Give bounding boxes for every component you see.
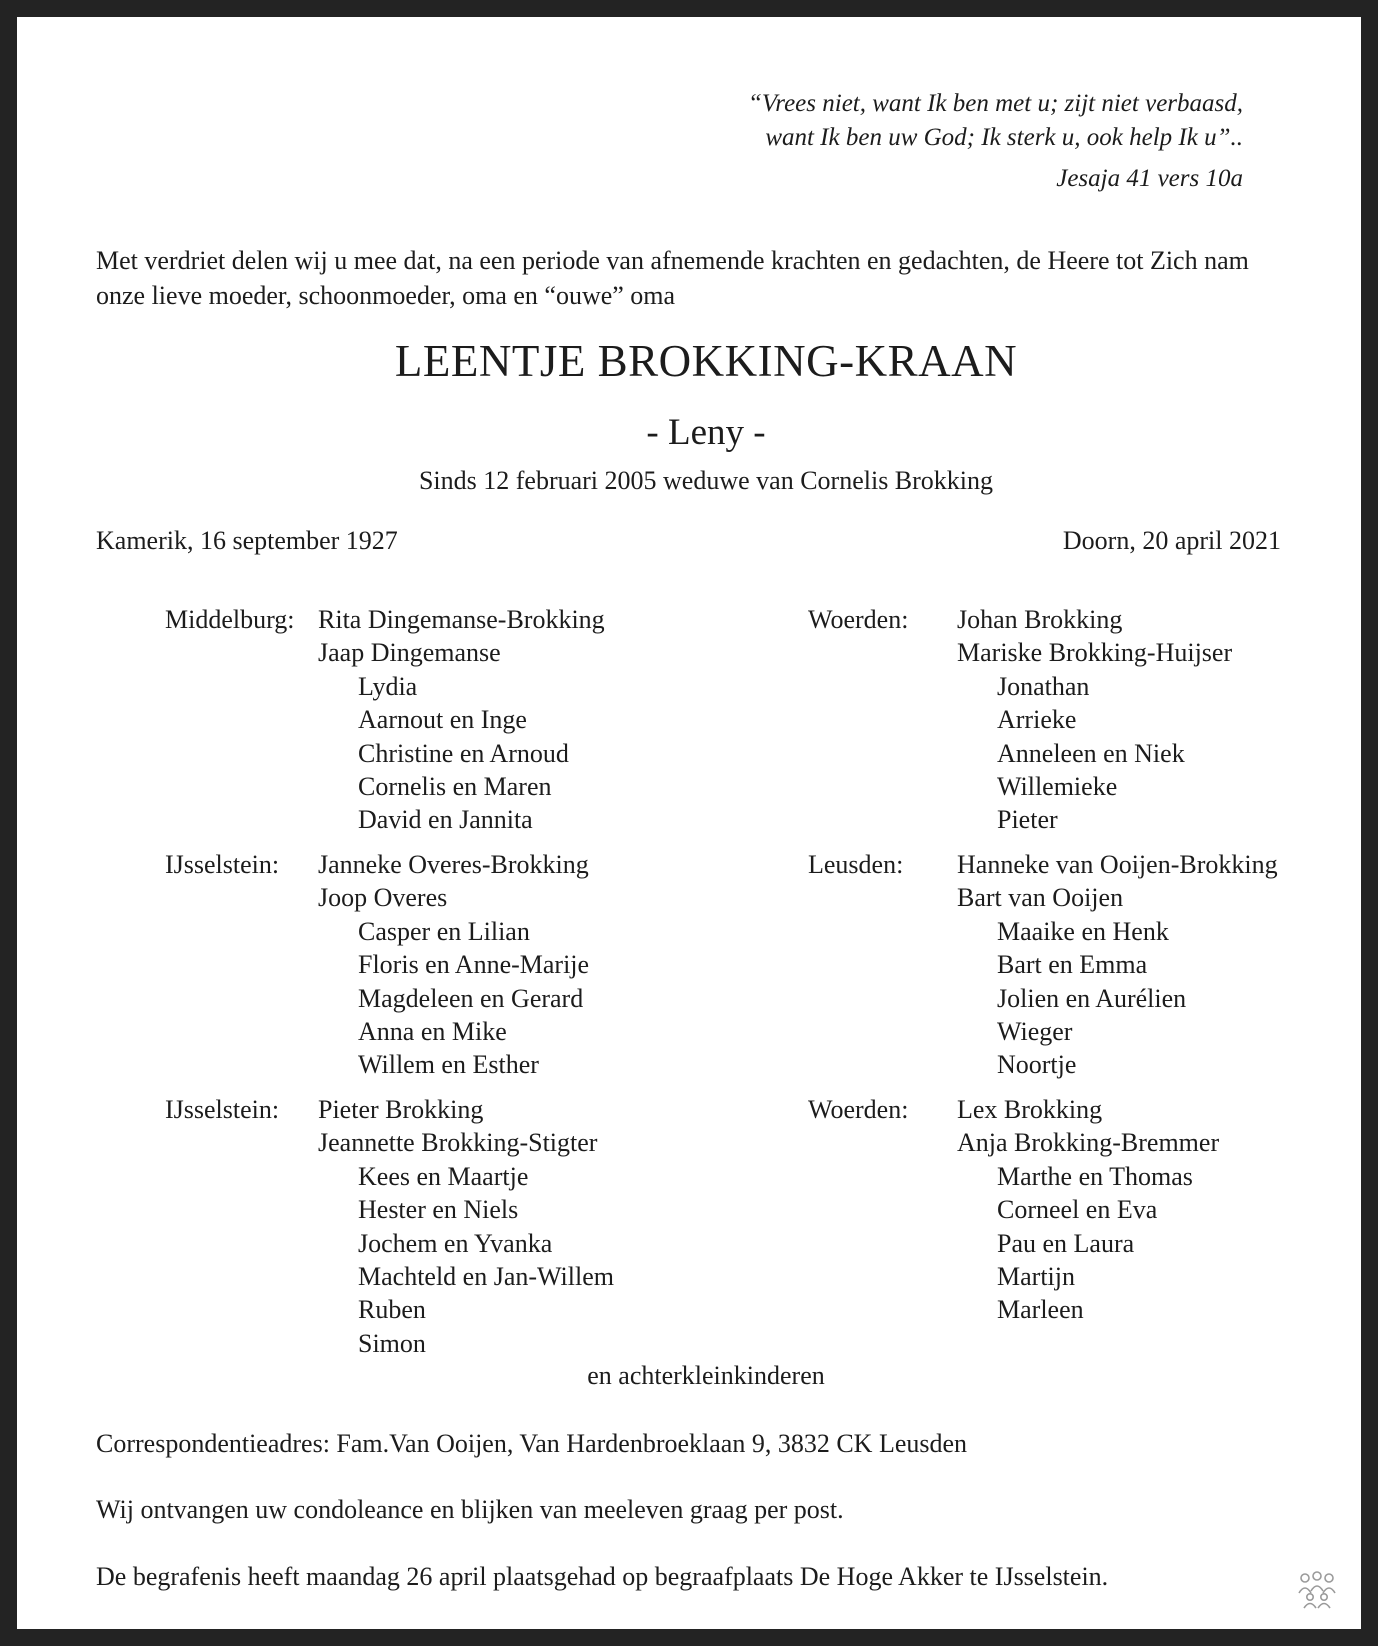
parent-name: Bart van Ooijen [957,883,1124,913]
grandchild-name: Machteld en Jan-Willem [358,1261,614,1291]
bible-quote [748,87,1243,155]
intro-line-2: onze lieve moeder, schoonmoeder, oma en “ouwe” oma [96,281,676,310]
parent-name: Anja Brokking-Bremmer [957,1128,1220,1158]
grandchild-name: David en Jannita [358,805,533,835]
family-names [957,603,1232,837]
great-grandchildren-line: en achterkleinkinderen [587,1361,825,1390]
grandchild-name: Simon [358,1328,426,1358]
intro-text [96,243,1249,313]
grandchild-name: Cornelis en Maren [358,771,552,801]
parent-name: Joop Overes [318,883,448,913]
grandchild-name: Aarnout en Inge [358,705,527,735]
family-place: Leusden: [808,850,904,879]
grandchild-name: Ruben [358,1295,426,1325]
grandchild-name: Christine en Arnoud [358,738,569,768]
parent-name: Lex Brokking [957,1095,1103,1124]
deceased-nickname: - Leny - [646,412,766,453]
grandchild-name: Bart en Emma [997,950,1148,980]
family-names [318,848,589,1082]
family-place: Woerden: [808,1095,909,1124]
grandchild-name: Anna en Mike [358,1016,507,1046]
grandchild-name: Floris en Anne-Marije [358,950,590,980]
family-people-icon [1297,1571,1337,1609]
family-names [318,1093,614,1360]
grandchild-name: Hester en Niels [358,1195,519,1225]
parent-name: Mariske Brokking-Huijser [957,638,1233,668]
grandchild-name: Magdeleen en Gerard [358,983,584,1013]
parent-name: Johan Brokking [957,605,1123,634]
grandchild-name: Marleen [997,1295,1084,1325]
grandchild-name: Anneleen en Niek [997,738,1185,768]
condolence-note: Wij ontvangen uw condoleance en blijken van meeleven graag per post. [96,1495,844,1524]
deceased-name: LEENTJE BROKKING-KRAAN [394,336,1018,386]
grandchild-name: Martijn [997,1261,1075,1291]
widow-line: Sinds 12 februari 2005 weduwe van Cornelis Brokking [418,466,994,495]
grandchild-name: Corneel en Eva [997,1195,1158,1225]
grandchild-name: Marthe en Thomas [997,1161,1193,1191]
family-names [318,603,605,837]
quote-line-2: want Ik ben uw God; Ik sterk u, ook help Ik u”.. [765,124,1243,151]
grandchild-name: Jochem en Yvanka [358,1228,553,1258]
grandchild-name: Willem en Esther [358,1050,539,1080]
grandchild-name: Kees en Maartje [358,1161,529,1191]
parent-name: Jeannette Brokking-Stigter [318,1128,598,1158]
grandchild-name: Noortje [997,1050,1077,1080]
grandchild-name: Pau en Laura [997,1228,1135,1258]
grandchild-name: Arrieke [997,705,1077,735]
correspondence-address: Correspondentieadres: Fam.Van Ooijen, Van Hardenbroeklaan 9, 3832 CK Leusden [96,1429,968,1458]
parent-name: Pieter Brokking [318,1095,484,1124]
grandchild-name: Casper en Lilian [358,916,530,946]
funeral-note: De begrafenis heeft maandag 26 april plaatsgehad op begraafplaats De Hoge Akker te IJsselstein. [96,1562,1109,1591]
parent-name: Janneke Overes-Brokking [318,850,589,879]
parent-name: Rita Dingemanse-Brokking [318,605,605,634]
grandchild-name: Jonathan [997,671,1090,701]
quote-source: Jesaja 41 vers 10a [1056,165,1243,192]
parent-name: Jaap Dingemanse [318,638,501,668]
family-place: IJsselstein: [165,850,280,879]
intro-line-1: Met verdriet delen wij u mee dat, na een periode van afnemende krachten en gedachten, de Heere tot Zich nam [96,246,1249,275]
grandchild-name: Maaike en Henk [997,916,1169,946]
quote-line-1: “Vrees niet, want Ik ben met u; zijt niet verbaasd, [747,90,1243,117]
grandchild-name: Wieger [997,1016,1073,1046]
grandchild-name: Lydia [358,671,418,701]
grandchild-name: Jolien en Aurélien [997,983,1187,1013]
grandchild-name: Pieter [997,805,1058,835]
grandchild-name: Willemieke [997,771,1118,801]
family-place: Middelburg: [165,605,295,634]
family-names [957,848,1278,1082]
parent-name: Hanneke van Ooijen-Brokking [957,850,1278,879]
family-names [957,1093,1219,1327]
family-place: Woerden: [808,605,909,634]
death-place-date: Doorn, 20 april 2021 [1062,526,1281,555]
birth-place-date: Kamerik, 16 september 1927 [96,526,398,555]
family-place: IJsselstein: [165,1095,280,1124]
